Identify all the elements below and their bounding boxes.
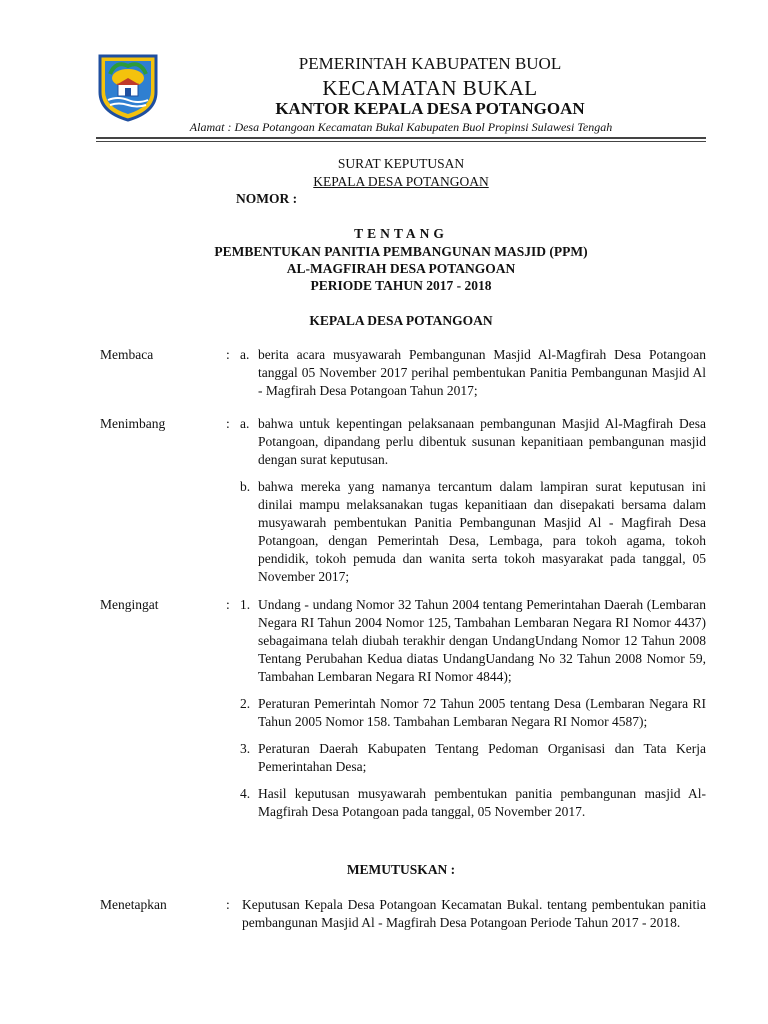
letterhead-office: KANTOR KEPALA DESA POTANGOAN <box>275 99 585 118</box>
section-label: Menetapkan <box>100 897 167 912</box>
letterhead-government: PEMERINTAH KABUPATEN BUOL <box>298 54 562 73</box>
list-item <box>240 785 706 821</box>
section-text: Keputusan Kepala Desa Potangoan Kecamatan Bukal. tentang pembentukan panitia pembangunan Masjid Al - Magfirah Desa Potangoan Periode Tahun 2017 - 2018. <box>242 897 706 930</box>
list-text: bahwa untuk kepentingan pelaksanaan pembangunan Masjid Al-Magfirah Desa Potangoan, dipandang perlu dibentuk susunan kepanitiaan pembangunan masjid dengan surat keputusan. <box>258 416 706 467</box>
section-label: Mengingat <box>100 597 159 612</box>
list-marker: 1. <box>240 597 251 612</box>
document-number: NOMOR : <box>236 191 298 206</box>
section-menimbang <box>100 415 706 586</box>
section-colon: : <box>226 597 230 612</box>
section-label: Membaca <box>100 347 154 362</box>
list-text: Peraturan Daerah Kabupaten Tentang Pedoman Organisasi dan Tata Kerja Pemerintahan Desa; <box>258 741 706 774</box>
list-marker: 2. <box>240 696 251 711</box>
kabupaten-buol-emblem-icon <box>96 52 160 122</box>
list-item <box>240 740 706 776</box>
section-mengingat <box>100 596 706 821</box>
list-text: Hasil keputusan musyawarah pembentukan panitia pembangunan masjid Al-Magfirah Desa Potangoan pada tanggal, 05 November 2017. <box>258 786 706 819</box>
decision-heading: MEMUTUSKAN : <box>346 862 456 877</box>
section-menetapkan <box>100 896 706 932</box>
list-marker: 4. <box>240 786 251 801</box>
list-text: Undang - undang Nomor 32 Tahun 2004 tentang Pemerintahan Daerah (Lembaran Negara RI Tahun 2004 Nomor 125, Tambahan Lembaran Negara RI Nomor 4437) sebagaimana telah diubah terakhir dengan UndangUndang Nomor 12 Tahun 2008 Tentang Perubahan Kedua diatas UndangUandang No 32 Tahun 2008 Nomor 59, Tambahan Lembaran Negara RI Nomor 4844); <box>258 597 706 684</box>
list-item <box>240 478 706 586</box>
letterhead-district: KECAMATAN BUKAL <box>322 76 538 100</box>
tentang-heading: TENTANG <box>354 226 448 241</box>
list-marker: 3. <box>240 741 251 756</box>
letterhead-address: Alamat : Desa Potangoan Kecamatan Bukal Kabupaten Buol Propinsi Sulawesi Tengah <box>189 120 613 134</box>
section-colon: : <box>226 897 230 912</box>
list-marker: a. <box>240 416 250 431</box>
document-type: SURAT KEPUTUSAN <box>337 156 465 171</box>
list-text: Peraturan Pemerintah Nomor 72 Tahun 2005 tentang Desa (Lembaran Negara RI Tahun 2005 Nomor 158. Tambahan Lembaran Negara RI Nomor 4587); <box>258 696 706 729</box>
section-colon: : <box>226 347 230 362</box>
letterhead-rule-thick <box>96 137 706 139</box>
list-item <box>240 596 706 686</box>
subject-line-2: AL-MAGFIRAH DESA POTANGOAN <box>286 261 516 276</box>
list-item <box>240 415 706 469</box>
section-colon: : <box>226 416 230 431</box>
subject-line-3: PERIODE TAHUN 2017 - 2018 <box>310 278 492 293</box>
authority-heading: KEPALA DESA POTANGOAN <box>309 313 493 328</box>
list-item <box>240 346 706 400</box>
section-label: Menimbang <box>100 416 166 431</box>
list-marker: a. <box>240 347 250 362</box>
issuer-title: KEPALA DESA POTANGOAN <box>313 174 489 189</box>
letterhead-rule-thin <box>96 141 706 142</box>
section-membaca <box>100 346 706 400</box>
list-text: berita acara musyawarah Pembangunan Masjid Al-Magfirah Desa Potangoan tanggal 05 November 2017 perihal pembentukan Panitia Pembangunan Masjid Al - Magfirah Desa Potangoan Tahun 2017; <box>258 347 706 398</box>
list-marker: b. <box>240 479 251 494</box>
list-item <box>240 695 706 731</box>
list-text: bahwa mereka yang namanya tercantum dalam lampiran surat keputusan ini dinilai mampu melaksanakan tugas kepanitiaan dan disepakati bersama dalam musyawarah pembentukan Panitia Pembangunan Masjid Al - Magfirah Desa Potangoan, dengan Pemerintah Desa, Lembaga, para tokoh agama, tokoh pendidik, tokoh pemuda dan wanita serta tokoh masyarakat pada tanggal, 05 November 2017; <box>258 479 706 584</box>
subject-line-1: PEMBENTUKAN PANITIA PEMBANGUNAN MASJID (PPM) <box>214 244 588 259</box>
